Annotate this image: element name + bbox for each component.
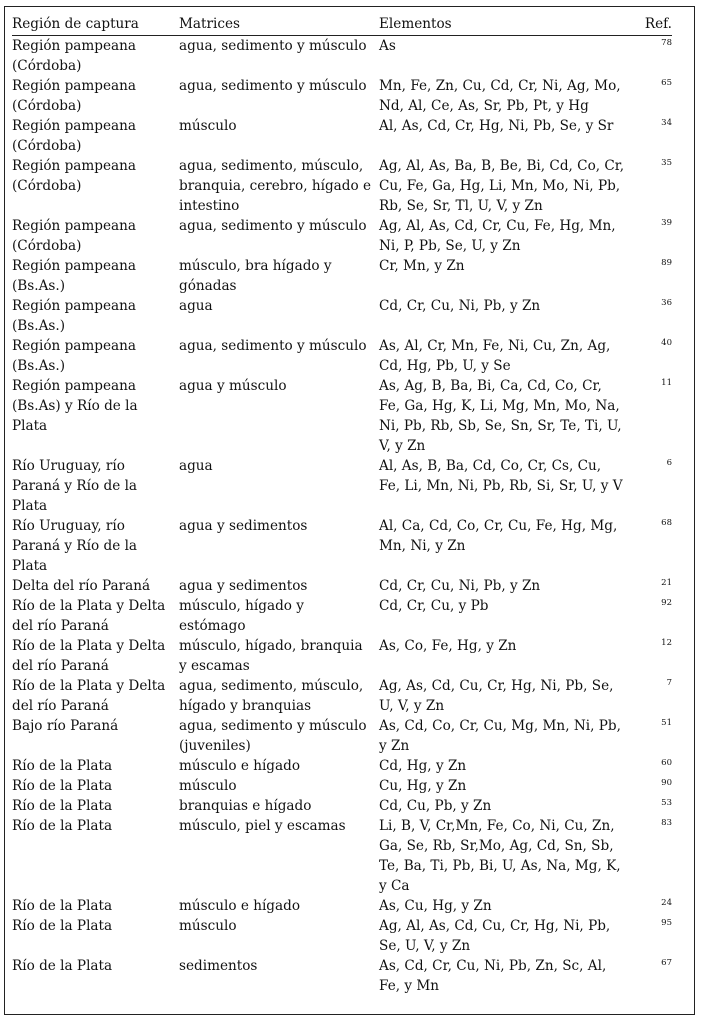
ref-cell: 68 xyxy=(661,518,672,528)
matrices-cell: agua xyxy=(179,458,213,474)
ref-cell: 67 xyxy=(661,958,672,968)
region-cell: Región pampeana (Córdoba) xyxy=(12,78,136,114)
elementos-cell: As, Cu, Hg, y Zn xyxy=(379,898,492,914)
matrices-cell: músculo, hígado, branquia y escamas xyxy=(179,638,363,674)
elementos-cell: Cd, Cr, Cu, Ni, Pb, y Zn xyxy=(379,578,541,594)
table-row xyxy=(12,256,672,296)
matrices-cell: músculo, hígado y estómago xyxy=(179,598,304,634)
table-row xyxy=(12,676,672,716)
region-cell: Región pampeana (Córdoba) xyxy=(12,118,136,154)
matrices-cell: branquias e hígado xyxy=(179,798,312,814)
matrices-cell: músculo e hígado xyxy=(179,898,301,914)
matrices-cell: agua, sedimento y músculo xyxy=(179,78,367,94)
elementos-cell: Cd, Cr, Cu, y Pb xyxy=(379,598,489,614)
ref-cell: 40 xyxy=(661,338,672,348)
table-row xyxy=(12,796,672,816)
region-cell: Río de la Plata y Delta del río Paraná xyxy=(12,678,166,714)
ref-cell: 89 xyxy=(661,258,672,268)
ref-cell: 7 xyxy=(666,678,672,688)
ref-cell: 90 xyxy=(661,778,672,788)
table-row xyxy=(12,956,672,996)
table-row xyxy=(12,36,672,77)
ref-cell: 35 xyxy=(661,158,672,168)
elementos-cell: Cu, Hg, y Zn xyxy=(379,778,467,794)
region-cell: Río de la Plata xyxy=(12,898,113,914)
elementos-cell: Cd, Cr, Cu, Ni, Pb, y Zn xyxy=(379,298,541,314)
ref-cell: 39 xyxy=(661,218,672,228)
table-row xyxy=(12,576,672,596)
matrices-cell: músculo xyxy=(179,918,237,934)
ref-cell: 34 xyxy=(661,118,672,128)
table-row xyxy=(12,376,672,456)
table-row xyxy=(12,596,672,636)
region-cell: Río de la Plata y Delta del río Paraná xyxy=(12,638,166,674)
elementos-cell: Al, As, B, Ba, Cd, Co, Cr, Cs, Cu, Fe, Li, Mn, Ni, Pb, Rb, Si, Sr, U, y V xyxy=(379,458,623,494)
region-cell: Región pampeana (Córdoba) xyxy=(12,158,136,194)
elementos-cell: Ag, Al, As, Cd, Cu, Cr, Hg, Ni, Pb, Se, U, V, y Zn xyxy=(379,918,611,954)
ref-cell: 6 xyxy=(666,458,672,468)
ref-cell: 24 xyxy=(661,898,672,908)
elementos-cell: As, Cd, Cr, Cu, Ni, Pb, Zn, Sc, Al, Fe, y Mn xyxy=(379,958,607,994)
region-cell: Río de la Plata y Delta del río Paraná xyxy=(12,598,166,634)
elementos-cell: Cr, Mn, y Zn xyxy=(379,258,465,274)
region-cell: Río Uruguay, río Paraná y Río de la Plata xyxy=(12,518,138,574)
ref-cell: 36 xyxy=(661,298,672,308)
region-cell: Región pampeana (Bs.As.) xyxy=(12,298,136,334)
matrices-cell: agua, sedimento, músculo, hígado y branquias xyxy=(179,678,364,714)
region-cell: Bajo río Paraná xyxy=(12,718,119,734)
table-row xyxy=(12,816,672,896)
header-matrices: Matrices xyxy=(179,14,379,36)
table-row xyxy=(12,916,672,956)
matrices-cell: agua xyxy=(179,298,213,314)
matrices-cell: agua, sedimento y músculo xyxy=(179,38,367,54)
table-row xyxy=(12,456,672,516)
matrices-cell: agua, sedimento y músculo xyxy=(179,218,367,234)
table-row xyxy=(12,636,672,676)
matrices-cell: músculo, bra hígado y gónadas xyxy=(179,258,332,294)
table-row xyxy=(12,216,672,256)
elementos-cell: Cd, Hg, y Zn xyxy=(379,758,467,774)
table-row xyxy=(12,756,672,776)
matrices-cell: agua y sedimentos xyxy=(179,578,308,594)
elementos-cell: Ag, Al, As, Cd, Cr, Cu, Fe, Hg, Mn, Ni, P, Pb, Se, U, y Zn xyxy=(379,218,616,254)
table-row xyxy=(12,116,672,156)
table-row xyxy=(12,156,672,216)
region-cell: Río de la Plata xyxy=(12,958,113,974)
region-cell: Río de la Plata xyxy=(12,778,113,794)
table-row xyxy=(12,336,672,376)
ref-cell: 83 xyxy=(661,818,672,828)
ref-cell: 95 xyxy=(661,918,672,928)
region-cell: Región pampeana (Bs.As) y Río de la Plata xyxy=(12,378,138,434)
elementos-cell: As, Co, Fe, Hg, y Zn xyxy=(379,638,517,654)
elementos-cell: Ag, As, Cd, Cu, Cr, Hg, Ni, Pb, Se, U, V, y Zn xyxy=(379,678,614,714)
ref-cell: 60 xyxy=(661,758,672,768)
matrices-cell: agua y músculo xyxy=(179,378,287,394)
table-row xyxy=(12,776,672,796)
table-body xyxy=(12,36,672,997)
elementos-cell: Al, As, Cd, Cr, Hg, Ni, Pb, Se, y Sr xyxy=(379,118,614,134)
elementos-cell: Cd, Cu, Pb, y Zn xyxy=(379,798,492,814)
table-header-row xyxy=(12,14,672,36)
ref-cell: 65 xyxy=(661,78,672,88)
ref-cell: 53 xyxy=(661,798,672,808)
elementos-cell: As xyxy=(379,38,396,54)
elementos-cell: Mn, Fe, Zn, Cu, Cd, Cr, Ni, Ag, Mo, Nd, Al, Ce, As, Sr, Pb, Pt, y Hg xyxy=(379,78,621,114)
table-row xyxy=(12,896,672,916)
elements-table xyxy=(12,14,672,996)
elementos-cell: As, Ag, B, Ba, Bi, Ca, Cd, Co, Cr, Fe, Ga, Hg, K, Li, Mg, Mn, Mo, Na, Ni, Pb, Rb, Sb, Se, Sn, Sr, Te, Ti, U, V, y Zn xyxy=(379,378,622,454)
matrices-cell: agua, sedimento y músculo xyxy=(179,338,367,354)
matrices-cell: agua, sedimento y músculo (juveniles) xyxy=(179,718,367,754)
elementos-cell: As, Al, Cr, Mn, Fe, Ni, Cu, Zn, Ag, Cd, Hg, Pb, U, y Se xyxy=(379,338,611,374)
matrices-cell: músculo e hígado xyxy=(179,758,301,774)
matrices-cell: agua y sedimentos xyxy=(179,518,308,534)
ref-cell: 11 xyxy=(661,378,672,388)
matrices-cell: sedimentos xyxy=(179,958,258,974)
table-row xyxy=(12,516,672,576)
elementos-cell: Ag, Al, As, Ba, B, Be, Bi, Cd, Co, Cr, Cu, Fe, Ga, Hg, Li, Mn, Mo, Ni, Pb, Rb, Se, Sr, Tl, U, V, y Zn xyxy=(379,158,625,214)
header-region: Región de captura xyxy=(12,14,179,36)
region-cell: Río de la Plata xyxy=(12,918,113,934)
ref-cell: 78 xyxy=(661,38,672,48)
matrices-cell: músculo, piel y escamas xyxy=(179,818,346,834)
region-cell: Río Uruguay, río Paraná y Río de la Plata xyxy=(12,458,138,514)
ref-cell: 51 xyxy=(661,718,672,728)
region-cell: Delta del río Paraná xyxy=(12,578,151,594)
header-elementos: Elementos xyxy=(379,14,631,36)
table-row xyxy=(12,76,672,116)
elementos-cell: Li, B, V, Cr,Mn, Fe, Co, Ni, Cu, Zn, Ga, Se, Rb, Sr,Mo, Ag, Cd, Sn, Sb, Te, Ba, Ti, Pb, Bi, U, As, Na, Mg, K, y Ca xyxy=(379,818,621,894)
header-ref: Ref. xyxy=(631,14,672,36)
matrices-cell: agua, sedimento, músculo, branquia, cerebro, hígado e intestino xyxy=(179,158,371,214)
table-row xyxy=(12,296,672,336)
region-cell: Región pampeana (Bs.As.) xyxy=(12,258,136,294)
table-row xyxy=(12,716,672,756)
elementos-cell: Al, Ca, Cd, Co, Cr, Cu, Fe, Hg, Mg, Mn, Ni, y Zn xyxy=(379,518,618,554)
ref-cell: 92 xyxy=(661,598,672,608)
region-cell: Río de la Plata xyxy=(12,818,113,834)
region-cell: Río de la Plata xyxy=(12,798,113,814)
matrices-cell: músculo xyxy=(179,118,237,134)
region-cell: Región pampeana (Córdoba) xyxy=(12,218,136,254)
ref-cell: 21 xyxy=(661,578,672,588)
elementos-cell: As, Cd, Co, Cr, Cu, Mg, Mn, Ni, Pb, y Zn xyxy=(379,718,621,754)
matrices-cell: músculo xyxy=(179,778,237,794)
region-cell: Región pampeana (Córdoba) xyxy=(12,38,136,74)
region-cell: Región pampeana (Bs.As.) xyxy=(12,338,136,374)
ref-cell: 12 xyxy=(661,638,672,648)
region-cell: Río de la Plata xyxy=(12,758,113,774)
